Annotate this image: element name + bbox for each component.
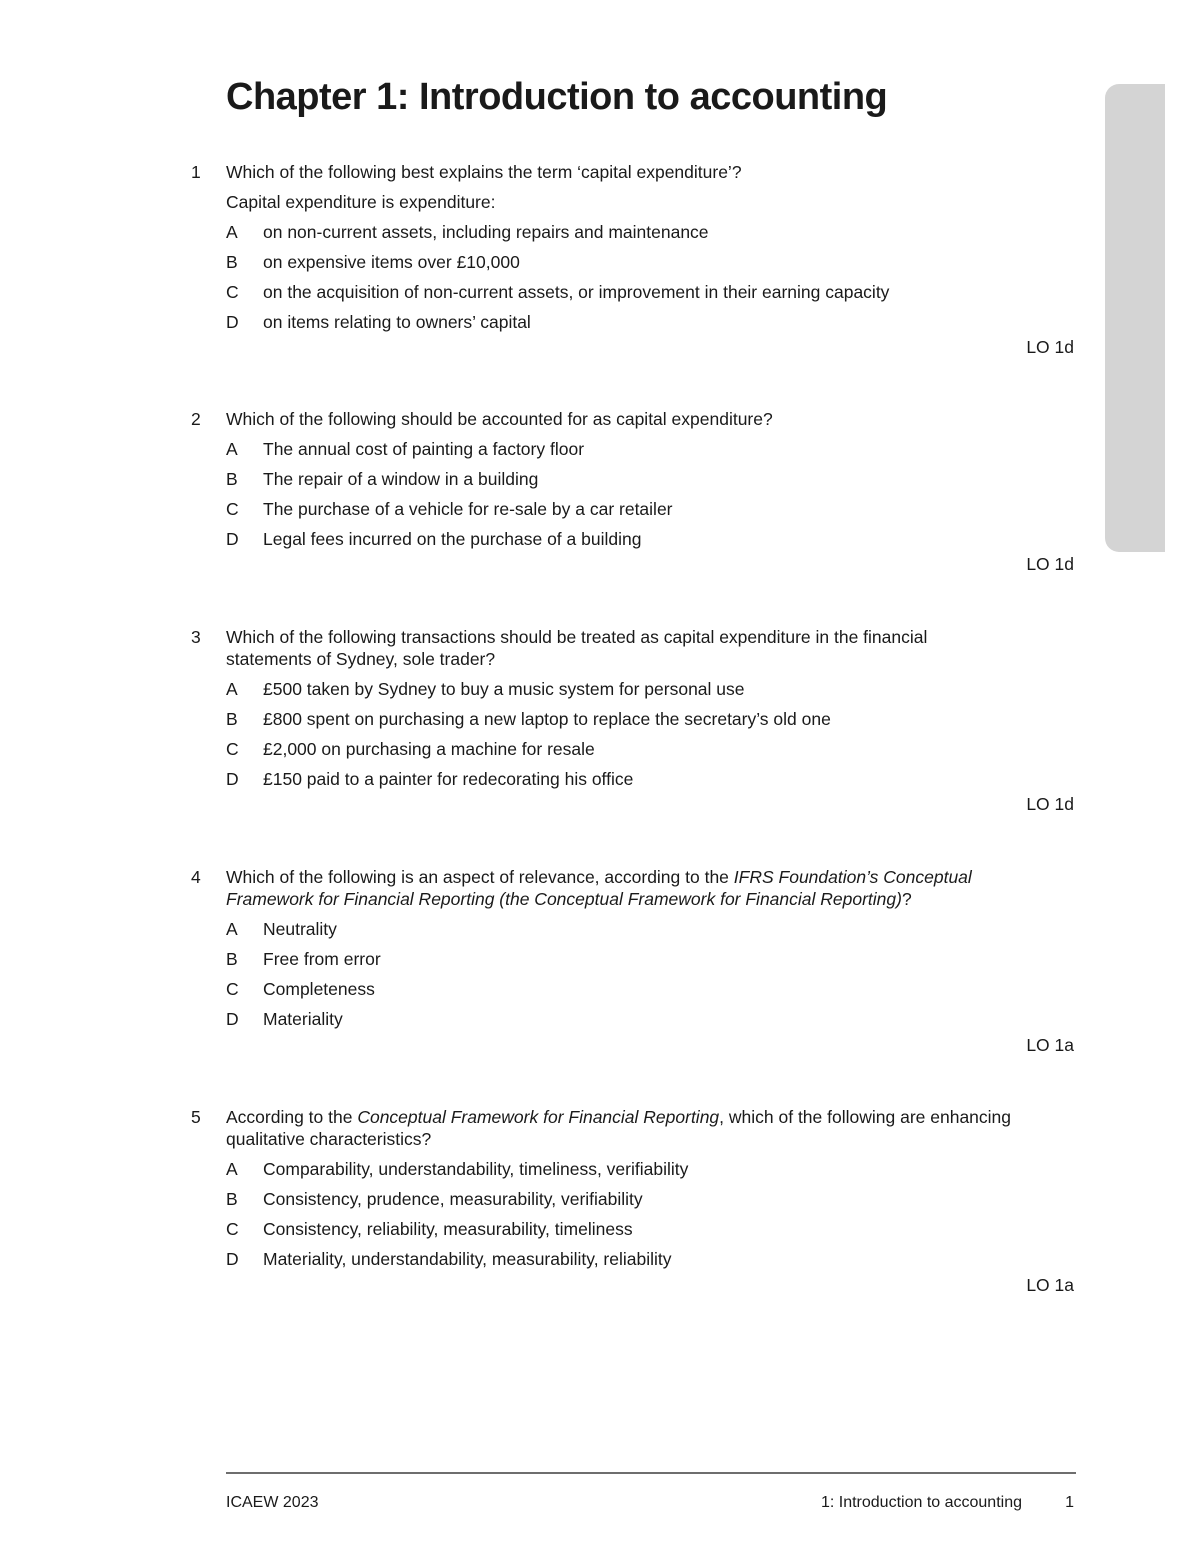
footer-page-number: 1	[1065, 1494, 1074, 1511]
option-letter-a: A	[226, 1159, 238, 1179]
question-number: 4	[191, 867, 201, 887]
option-letter-c: C	[226, 739, 239, 759]
option-letter-d: D	[226, 769, 239, 789]
option-letter-c: C	[226, 282, 239, 302]
learning-outcome-label: LO 1a	[1026, 1035, 1074, 1055]
learning-outcome-label: LO 1d	[1026, 554, 1074, 574]
option-text-c: The purchase of a vehicle for re-sale by a car retailer	[263, 499, 673, 519]
question-text: According to the Conceptual Framework for Financial Reporting, which of the following are enhancing qualitative characteristics?	[226, 1107, 1012, 1149]
option-text-c: on the acquisition of non-current assets, or improvement in their earning capacity	[263, 282, 890, 302]
option-letter-a: A	[226, 222, 238, 242]
option-letter-a: A	[226, 679, 238, 699]
option-text-a: £500 taken by Sydney to buy a music system for personal use	[263, 679, 745, 699]
question-number: 2	[191, 409, 201, 429]
footer-copyright: ICAEW 2023	[226, 1494, 319, 1511]
option-letter-d: D	[226, 312, 239, 332]
question-text: Which of the following should be accounted for as capital expenditure?	[226, 409, 773, 429]
option-letter-c: C	[226, 1219, 239, 1239]
learning-outcome-label: LO 1d	[1026, 794, 1074, 814]
option-letter-b: B	[226, 949, 238, 969]
option-letter-b: B	[226, 709, 238, 729]
option-letter-d: D	[226, 1249, 239, 1269]
learning-outcome-label: LO 1d	[1026, 337, 1074, 357]
option-text-d: £150 paid to a painter for redecorating his office	[263, 769, 634, 789]
question-number: 1	[191, 162, 201, 182]
question-text: Which of the following transactions should be treated as capital expenditure in the financial statements of Sydney, sole trader?	[226, 627, 928, 669]
option-letter-a: A	[226, 919, 238, 939]
option-text-a: on non-current assets, including repairs and maintenance	[263, 222, 709, 242]
question-text: Which of the following is an aspect of relevance, according to the IFRS Foundation’s Conceptual Framework for Financial Reporting (the Conceptual Framework for Financial Reporting)?	[226, 867, 972, 909]
option-text-b: Consistency, prudence, measurability, verifiability	[263, 1189, 643, 1209]
footer-divider	[226, 1472, 1076, 1474]
footer-chapter-title: 1: Introduction to accounting	[820, 1494, 1022, 1511]
option-letter-b: B	[226, 252, 238, 272]
option-text-d: on items relating to owners’ capital	[263, 312, 531, 332]
option-text-c: Consistency, reliability, measurability, timeliness	[263, 1219, 633, 1239]
option-letter-c: C	[226, 979, 239, 999]
option-letter-c: C	[226, 499, 239, 519]
option-text-b: on expensive items over £10,000	[263, 252, 520, 272]
option-letter-d: D	[226, 529, 239, 549]
learning-outcome-label: LO 1a	[1026, 1275, 1074, 1295]
option-letter-b: B	[226, 469, 238, 489]
option-letter-a: A	[226, 439, 238, 459]
option-text-d: Materiality	[263, 1009, 343, 1029]
option-text-b: Free from error	[263, 949, 381, 969]
question-number: 3	[191, 627, 201, 647]
option-letter-b: B	[226, 1189, 238, 1209]
option-text-a: Neutrality	[263, 919, 337, 939]
option-text-b: £800 spent on purchasing a new laptop to replace the secretary’s old one	[263, 709, 831, 729]
chapter-side-tab	[1105, 84, 1165, 552]
option-text-b: The repair of a window in a building	[263, 469, 539, 489]
option-text-a: Comparability, understandability, timeliness, verifiability	[263, 1159, 689, 1179]
option-letter-d: D	[226, 1009, 239, 1029]
option-text-c: Completeness	[263, 979, 375, 999]
question-number: 5	[191, 1107, 201, 1127]
option-text-d: Legal fees incurred on the purchase of a building	[263, 529, 642, 549]
option-text-d: Materiality, understandability, measurability, reliability	[263, 1249, 672, 1269]
option-text-a: The annual cost of painting a factory floor	[263, 439, 585, 459]
chapter-title: Chapter 1: Introduction to accounting	[226, 76, 888, 118]
option-text-c: £2,000 on purchasing a machine for resale	[263, 739, 595, 759]
question-text: Which of the following best explains the term ‘capital expenditure’?	[226, 162, 742, 182]
question-stem: Capital expenditure is expenditure:	[226, 192, 496, 212]
